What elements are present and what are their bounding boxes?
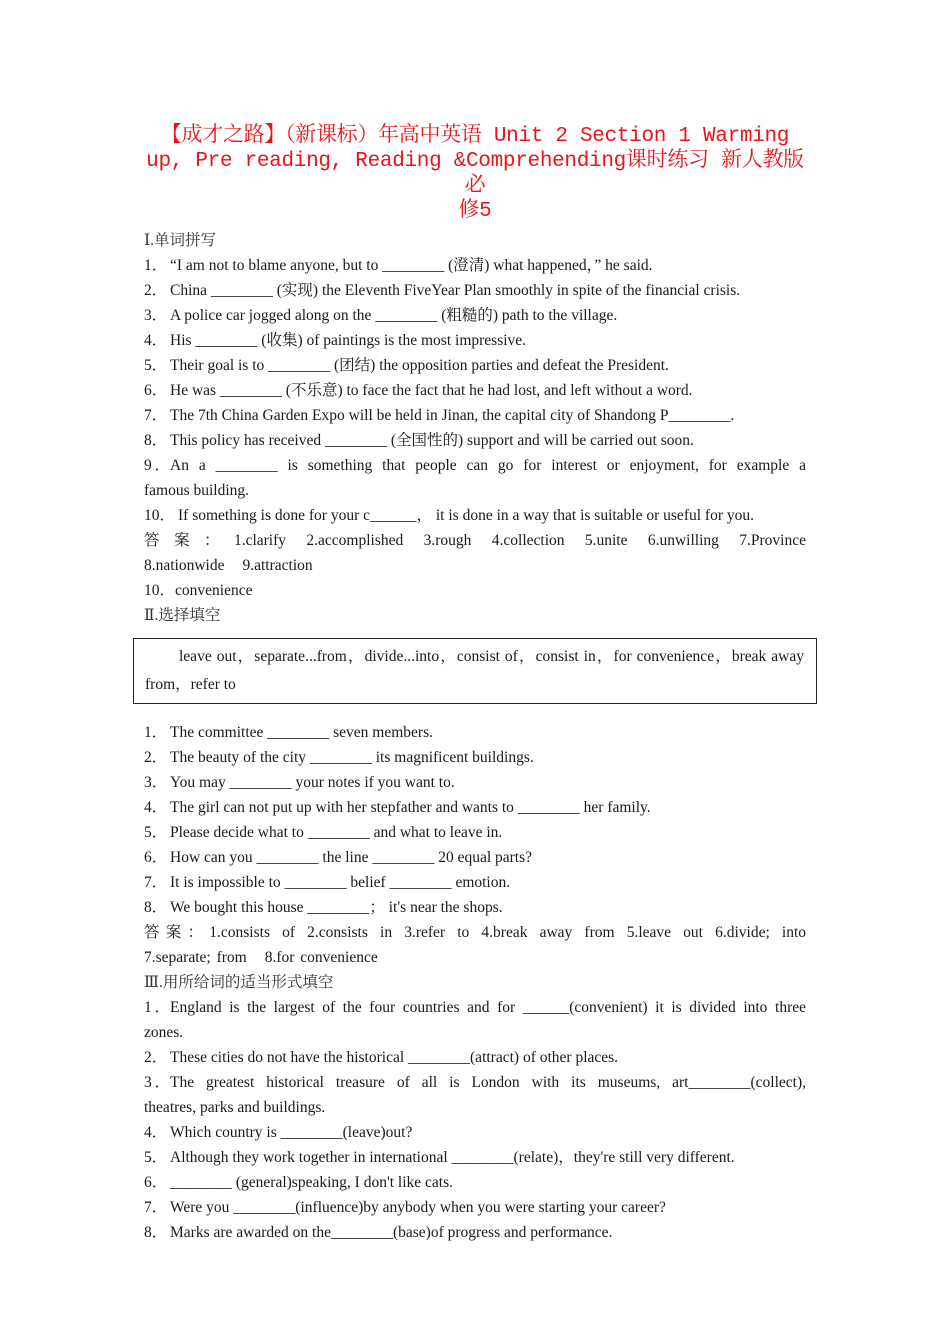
question-text: ________ (general)speaking, I don't like cats. xyxy=(170,1174,454,1191)
question-number: 2． xyxy=(144,749,168,766)
question-number: 4． xyxy=(144,1124,168,1141)
question-item xyxy=(144,453,806,478)
question-text: Marks are awarded on the________(base)of progress and performance. xyxy=(170,1224,613,1241)
phrase-box xyxy=(133,638,817,704)
question-text: Their goal is to ________ (团结) the opposition parties and defeat the President. xyxy=(170,357,669,374)
question-item xyxy=(144,253,806,278)
question-item xyxy=(144,428,806,453)
question-text: The greatest historical treasure of all is London with its museums, art________(collect), xyxy=(170,1074,806,1091)
answer: 4.collection xyxy=(491,532,565,549)
question-text: The committee ________ seven members. xyxy=(170,724,434,741)
answer: 6.unwilling xyxy=(647,532,719,549)
question-number: 6． xyxy=(144,382,168,399)
question-number: 3． xyxy=(144,774,168,791)
question-number: 2． xyxy=(144,1049,168,1066)
question-number: 8． xyxy=(144,899,168,916)
answer-label: 答案： xyxy=(144,532,234,549)
answer: 4.break away from xyxy=(481,924,615,941)
document-page xyxy=(144,124,806,1245)
question-text: You may ________ your notes if you want to. xyxy=(170,774,455,791)
question-item xyxy=(144,995,806,1020)
question-number: 6． xyxy=(144,849,168,866)
answer: 7.Province xyxy=(739,532,806,549)
question-item xyxy=(144,328,806,353)
answer: 6.divide; into xyxy=(715,924,807,941)
question-number: 8． xyxy=(144,432,168,449)
section-3-heading: Ⅲ.用所给词的适当形式填空 xyxy=(144,974,334,991)
question-number: 3． xyxy=(144,307,168,324)
question-item xyxy=(144,353,806,378)
answer: 5.leave out xyxy=(626,924,703,941)
question-item xyxy=(144,503,806,528)
question-item xyxy=(144,845,806,870)
question-item xyxy=(144,378,806,403)
answer: 3.rough xyxy=(423,532,472,549)
answer: 2.consists in xyxy=(307,924,393,941)
question-item xyxy=(144,745,806,770)
question-number: 7． xyxy=(144,874,168,891)
question-number: 2． xyxy=(144,282,168,299)
question-item xyxy=(144,1220,806,1245)
question-text: The beauty of the city ________ its magnificent buildings. xyxy=(170,749,534,766)
question-text: His ________ (收集) of paintings is the most impressive. xyxy=(170,332,527,349)
question-number: 1． xyxy=(144,999,170,1016)
question-number: 3． xyxy=(144,1074,170,1091)
question-text: The girl can not put up with her stepfather and wants to ________ her family. xyxy=(170,799,651,816)
question-text: How can you ________ the line ________ 20 equal parts? xyxy=(170,849,533,866)
question-number: 8． xyxy=(144,1224,168,1241)
phrase-list: leave out，separate...from，divide...into，consist of，consist in，for convenience，break away from，refer to xyxy=(145,648,804,693)
question-number: 5． xyxy=(144,357,168,374)
question-item xyxy=(144,1145,806,1170)
answer: 1.consists of xyxy=(209,924,296,941)
title-line-1: 【成才之路】（新课标）年高中英语 Unit 2 Section 1 Warming xyxy=(160,125,790,148)
answer: 3.refer to xyxy=(404,924,470,941)
question-item xyxy=(144,895,806,920)
question-item xyxy=(144,770,806,795)
question-number: 4． xyxy=(144,332,168,349)
question-text: “I am not to blame anyone, but to ________ (澄清) what happened，” he said. xyxy=(170,257,653,274)
question-text: An a ________ is something that people can go for interest or enjoyment, for example a xyxy=(170,457,806,474)
answer-key-line xyxy=(144,528,806,553)
section-2-heading: Ⅱ.选择填空 xyxy=(144,607,221,624)
question-text: If something is done for your c______， it is done in a way that is suitable or useful for you. xyxy=(178,507,754,524)
question-text: He was ________ (不乐意) to face the fact that he had lost, and left without a word. xyxy=(170,382,693,399)
question-number: 1． xyxy=(144,257,168,274)
question-number: 9． xyxy=(144,457,170,474)
title-line-2: up, Pre reading, Reading &Comprehending课时练习 新人教版必 xyxy=(146,150,804,198)
question-item xyxy=(144,820,806,845)
question-continuation: famous building. xyxy=(144,482,250,499)
question-text: Which country is ________(leave)out? xyxy=(170,1124,413,1141)
question-number: 5． xyxy=(144,1149,168,1166)
title-line-3: 修5 xyxy=(458,200,492,223)
question-text: England is the largest of the four countries and for ______(convenient) it is divided into three xyxy=(170,999,806,1016)
question-continuation: theatres, parks and buildings. xyxy=(144,1099,326,1116)
question-item xyxy=(144,403,806,428)
answer: 1.clarify xyxy=(233,532,287,549)
question-item xyxy=(144,1170,806,1195)
question-text: It is impossible to ________ belief ________ emotion. xyxy=(170,874,511,891)
answer: 9.attraction xyxy=(242,557,313,574)
question-number: 7． xyxy=(144,1199,168,1216)
question-text: China ________ (实现) the Eleventh FiveYear Plan smoothly in spite of the financial crisis. xyxy=(170,282,741,299)
question-text: These cities do not have the historical ________(attract) of other places. xyxy=(170,1049,619,1066)
section-1-heading: Ⅰ.单词拼写 xyxy=(144,232,216,249)
answer-key-line xyxy=(144,553,806,578)
answer: 5.unite xyxy=(584,532,628,549)
question-item xyxy=(144,278,806,303)
question-item xyxy=(144,1120,806,1145)
document-title xyxy=(136,124,814,224)
question-number: 6． xyxy=(144,1174,168,1191)
question-number: 1． xyxy=(144,724,168,741)
question-item xyxy=(144,795,806,820)
question-item xyxy=(144,720,806,745)
question-number: 4． xyxy=(144,799,168,816)
answer: 8.for convenience xyxy=(264,949,378,966)
answer: 2.accomplished xyxy=(306,532,404,549)
question-item xyxy=(144,870,806,895)
question-item xyxy=(144,1070,806,1095)
answer-key-line xyxy=(144,920,806,945)
answer-label: 答案： xyxy=(144,924,210,941)
question-item xyxy=(144,1045,806,1070)
question-number: 7． xyxy=(144,407,168,424)
answer: 7.separate; from xyxy=(144,949,247,966)
question-continuation: zones. xyxy=(144,1024,184,1041)
answer-key-line: 10．convenience xyxy=(144,582,253,599)
question-text: The 7th China Garden Expo will be held in Jinan, the capital city of Shandong P________. xyxy=(170,407,735,424)
question-text: Were you ________(influence)by anybody when you were starting your career? xyxy=(170,1199,666,1216)
question-text: We bought this house ________； it's near the shops. xyxy=(170,899,503,916)
question-item xyxy=(144,303,806,328)
answer: 8.nationwide xyxy=(144,557,225,574)
question-number: 10． xyxy=(144,507,176,524)
answer-key-line xyxy=(144,945,806,970)
question-number: 5． xyxy=(144,824,168,841)
question-text: A police car jogged along on the ________ (粗糙的) path to the village. xyxy=(170,307,618,324)
question-text: Please decide what to ________ and what to leave in. xyxy=(170,824,503,841)
question-text: This policy has received ________ (全国性的) support and will be carried out soon. xyxy=(170,432,694,449)
question-text: Although they work together in international ________(relate)，they're still very different. xyxy=(170,1149,735,1166)
question-item xyxy=(144,1195,806,1220)
